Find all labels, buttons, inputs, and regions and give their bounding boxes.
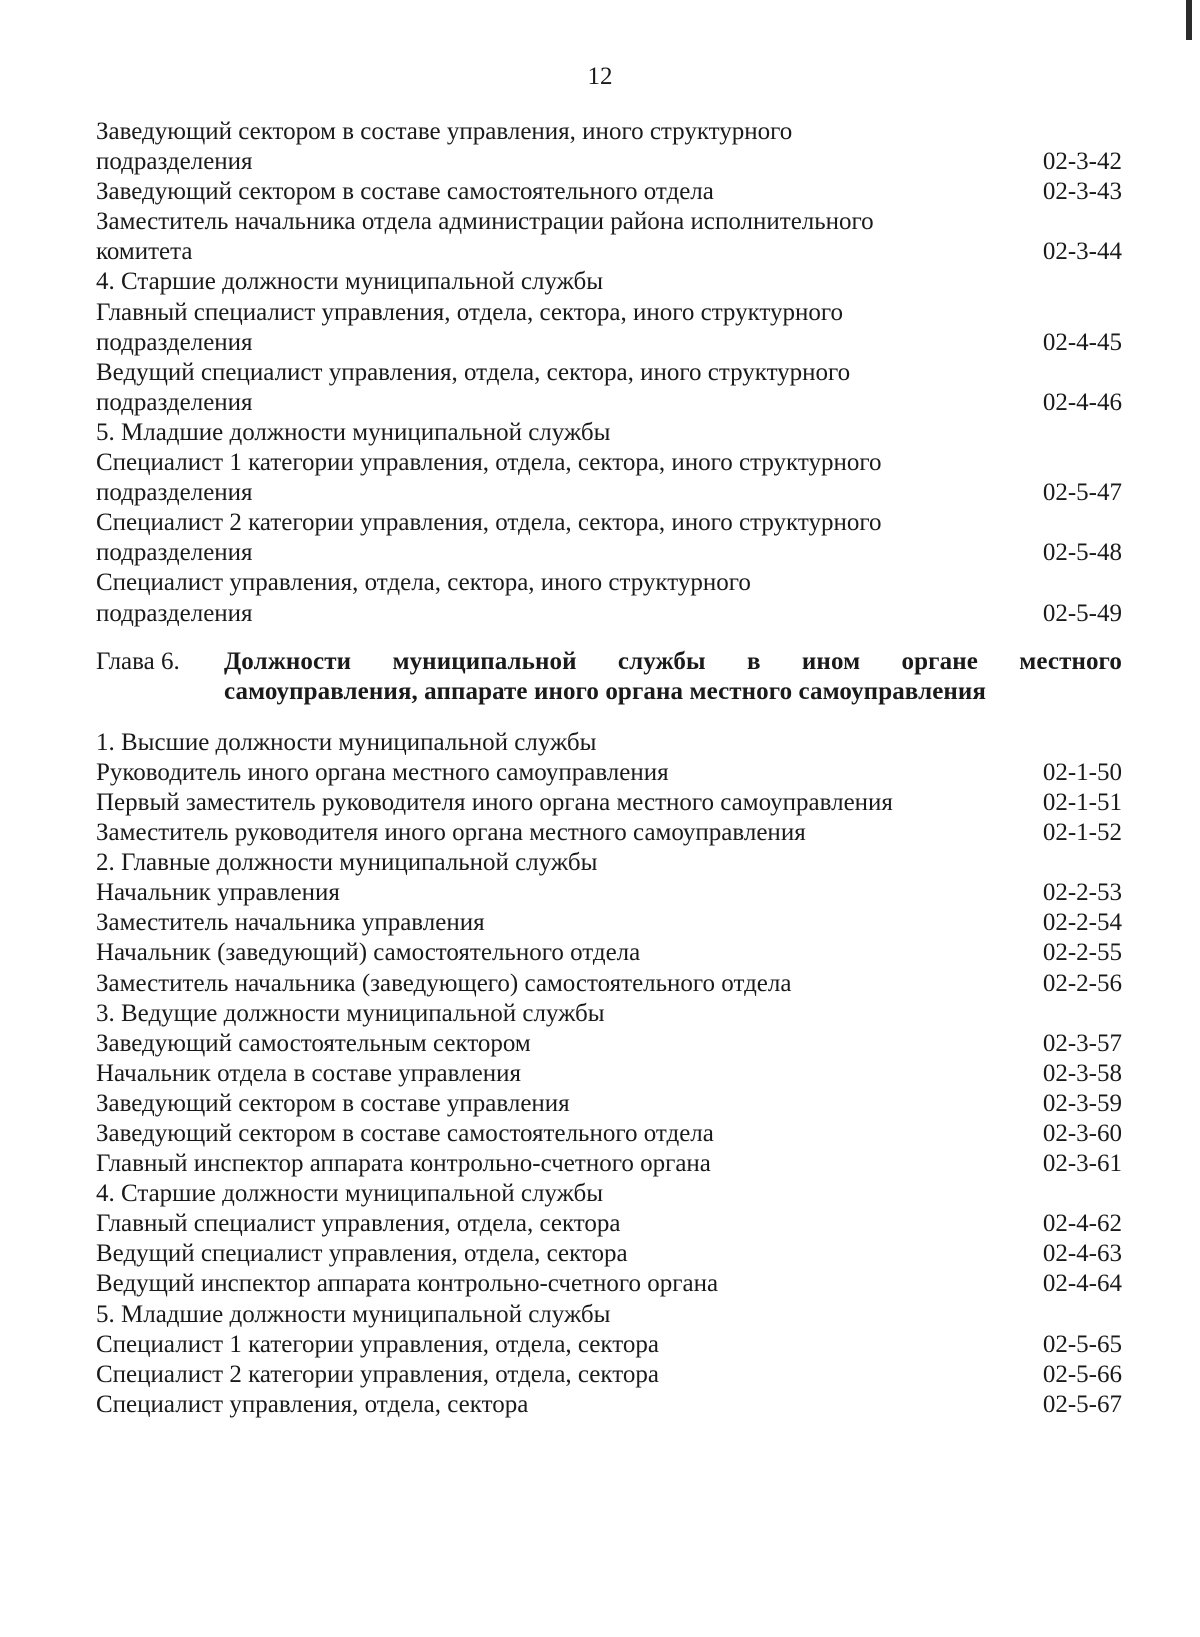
- document-body: [96, 117, 1122, 1420]
- position-row: [96, 599, 1122, 629]
- position-row: [96, 1390, 1122, 1420]
- position-title: Начальник отдела в составе управления: [96, 1059, 521, 1087]
- position-row: [96, 1149, 1122, 1179]
- position-title: Заместитель начальника отдела администрации района исполнительного: [96, 208, 874, 236]
- position-title: Главный инспектор аппарата контрольно-счетного органа: [96, 1150, 711, 1178]
- position-code: 02-4-45: [1042, 328, 1122, 356]
- position-row: [96, 508, 1122, 538]
- positions-list-chapter-6: [96, 728, 1122, 1420]
- position-title: подразделения: [96, 599, 253, 627]
- position-row: [96, 328, 1122, 358]
- position-title: Заведующий сектором в составе управления, иного структурного: [96, 118, 793, 145]
- position-code: 02-4-46: [1042, 388, 1122, 416]
- position-code: 02-4-63: [1042, 1240, 1122, 1268]
- position-code: 02-1-50: [1042, 758, 1122, 786]
- position-title: Начальник (заведующий) самостоятельного отдела: [96, 939, 641, 967]
- position-code: 02-2-55: [1042, 939, 1122, 967]
- position-row: [96, 448, 1122, 478]
- position-title: подразделения: [96, 539, 253, 567]
- position-title: 1. Высшие должности муниципальной службы: [96, 728, 597, 756]
- position-row: [96, 1330, 1122, 1360]
- position-code: 02-5-65: [1042, 1330, 1122, 1358]
- chapter-label: Глава 6.: [96, 647, 180, 675]
- position-title: Заведующий самостоятельным сектором: [96, 1029, 531, 1057]
- position-code: 02-2-56: [1042, 969, 1122, 997]
- scan-edge-mark: [1186, 0, 1192, 40]
- category-heading: [96, 418, 1122, 448]
- position-code: 02-3-57: [1042, 1029, 1122, 1057]
- chapter-title-line: самоуправления, аппарате иного органа местного самоуправления: [224, 677, 987, 705]
- position-title: Заведующий сектором в составе самостоятельного отдела: [96, 1120, 714, 1147]
- position-code: 02-3-44: [1042, 238, 1122, 266]
- position-title: Заместитель начальника (заведующего) самостоятельного отдела: [96, 969, 792, 997]
- position-code: 02-5-48: [1042, 539, 1122, 567]
- position-title: комитета: [96, 238, 193, 266]
- position-title: 4. Старшие должности муниципальной службы: [96, 268, 604, 296]
- position-code: 02-3-42: [1042, 148, 1122, 176]
- category-heading: [96, 728, 1122, 758]
- page-number: 12: [587, 63, 613, 90]
- position-code: 02-4-64: [1042, 1270, 1122, 1298]
- position-code: 02-3-61: [1042, 1150, 1122, 1178]
- position-row: [96, 1119, 1122, 1149]
- position-code: 02-2-53: [1042, 879, 1122, 907]
- position-row: [96, 568, 1122, 598]
- position-title: 2. Главные должности муниципальной службы: [96, 849, 598, 877]
- position-row: [96, 147, 1122, 177]
- category-heading: [96, 999, 1122, 1029]
- position-code: 02-3-43: [1042, 178, 1122, 206]
- chapter-title-line: Должности муниципальной службы в ином органе местного: [224, 647, 1122, 675]
- position-title: подразделения: [96, 328, 253, 356]
- position-title: Ведущий специалист управления, отдела, сектора: [96, 1240, 628, 1268]
- position-code: 02-3-60: [1042, 1120, 1122, 1147]
- position-row: [96, 1059, 1122, 1089]
- position-row: [96, 298, 1122, 328]
- position-code: 02-3-59: [1042, 1089, 1122, 1117]
- category-heading: [96, 848, 1122, 878]
- position-code: 02-1-52: [1042, 819, 1122, 847]
- position-title: Заведующий сектором в составе управления: [96, 1089, 570, 1117]
- position-row: [96, 478, 1122, 508]
- chapter-title: [224, 647, 1122, 707]
- position-row: [96, 538, 1122, 568]
- position-title: Главный специалист управления, отдела, сектора, иного структурного: [96, 298, 844, 326]
- position-row: [96, 908, 1122, 938]
- position-code: 02-2-54: [1042, 909, 1122, 937]
- position-title: 4. Старшие должности муниципальной службы: [96, 1180, 604, 1208]
- position-row: [96, 1089, 1122, 1119]
- position-title: Специалист 2 категории управления, отдела, сектора: [96, 1360, 659, 1388]
- position-row: [96, 938, 1122, 968]
- chapter-heading: [96, 647, 1122, 707]
- position-row: [96, 969, 1122, 999]
- position-row: [96, 1360, 1122, 1390]
- position-title: Заместитель начальника управления: [96, 909, 485, 937]
- position-row: [96, 758, 1122, 788]
- position-row: [96, 1209, 1122, 1239]
- position-title: Специалист управления, отдела, сектора, иного структурного: [96, 569, 751, 597]
- position-title: Специалист 1 категории управления, отдела, сектора, иного структурного: [96, 449, 882, 477]
- position-title: Специалист 2 категории управления, отдела, сектора, иного структурного: [96, 509, 882, 537]
- position-title: подразделения: [96, 388, 253, 416]
- position-code: 02-1-51: [1042, 788, 1122, 816]
- position-title: Первый заместитель руководителя иного органа местного самоуправления: [96, 788, 893, 816]
- position-row: [96, 818, 1122, 848]
- position-row: [96, 1029, 1122, 1059]
- position-title: 3. Ведущие должности муниципальной службы: [96, 999, 605, 1027]
- position-title: Руководитель иного органа местного самоуправления: [96, 758, 669, 786]
- position-title: Заведующий сектором в составе самостоятельного отдела: [96, 178, 714, 206]
- position-row: [96, 117, 1122, 147]
- position-row: [96, 177, 1122, 207]
- position-code: 02-5-47: [1042, 479, 1122, 507]
- category-heading: [96, 1179, 1122, 1209]
- position-code: 02-3-58: [1042, 1059, 1122, 1087]
- position-row: [96, 1269, 1122, 1299]
- position-title: 5. Младшие должности муниципальной службы: [96, 1300, 611, 1328]
- position-row: [96, 358, 1122, 388]
- position-title: Специалист 1 категории управления, отдела, сектора: [96, 1330, 659, 1358]
- position-row: [96, 878, 1122, 908]
- position-title: 5. Младшие должности муниципальной службы: [96, 418, 611, 446]
- position-title: Начальник управления: [96, 879, 340, 907]
- position-code: 02-5-67: [1042, 1390, 1122, 1418]
- category-heading: [96, 1300, 1122, 1330]
- position-row: [96, 207, 1122, 237]
- position-code: 02-5-66: [1042, 1360, 1122, 1388]
- position-title: Главный специалист управления, отдела, сектора: [96, 1210, 621, 1238]
- position-title: подразделения: [96, 148, 253, 176]
- position-title: Ведущий инспектор аппарата контрольно-счетного органа: [96, 1270, 719, 1298]
- position-code: 02-5-49: [1042, 599, 1122, 627]
- positions-list-continued: [96, 117, 1122, 629]
- position-row: [96, 1239, 1122, 1269]
- position-title: подразделения: [96, 479, 253, 507]
- position-title: Специалист управления, отдела, сектора: [96, 1390, 529, 1418]
- position-row: [96, 388, 1122, 418]
- category-heading: [96, 267, 1122, 297]
- position-title: Ведущий специалист управления, отдела, сектора, иного структурного: [96, 358, 851, 386]
- position-row: [96, 237, 1122, 267]
- position-row: [96, 788, 1122, 818]
- position-code: 02-4-62: [1042, 1210, 1122, 1238]
- position-title: Заместитель руководителя иного органа местного самоуправления: [96, 819, 806, 847]
